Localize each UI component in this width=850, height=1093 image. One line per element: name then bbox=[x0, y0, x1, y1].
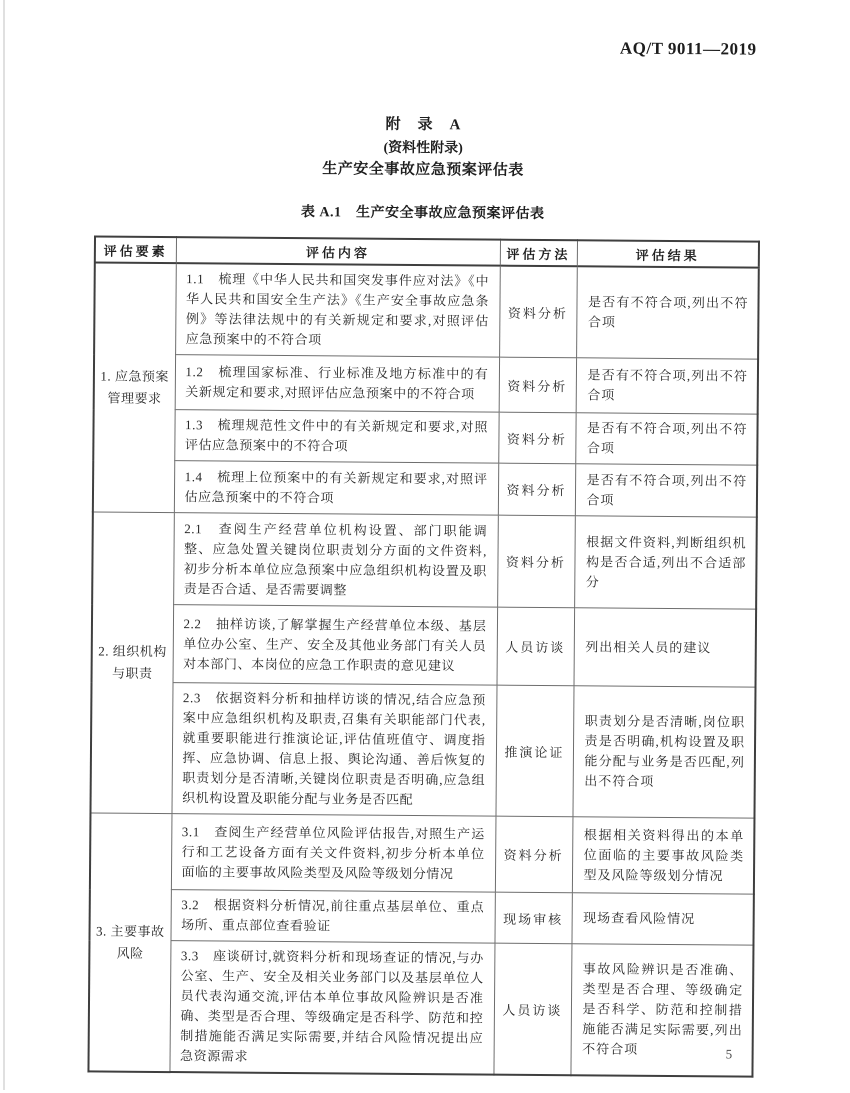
result-cell: 是否有不符合项,列出不符合项 bbox=[575, 464, 757, 517]
table-row bbox=[89, 889, 753, 945]
result-cell: 是否有不符合项,列出不符合项 bbox=[576, 358, 758, 414]
content-cell: 1.3 梳理规范性文件中的有关新规定和要求,对照评估应急预案中的不符合项 bbox=[174, 410, 498, 464]
content-cell: 3.2 根据资料分析情况,前往重点基层单位、重点场所、重点部位查看验证 bbox=[170, 890, 494, 944]
table-row bbox=[92, 512, 757, 609]
result-cell: 职责划分是否清晰,岗位职责是否明确,机构设置及职能分配与业务是否匹配,列出不符合项 bbox=[572, 686, 755, 818]
table-row bbox=[94, 354, 758, 414]
method-cell: 推演论证 bbox=[495, 685, 573, 817]
element-cell: 2. 组织机构与职责 bbox=[90, 512, 173, 814]
table-row bbox=[92, 604, 757, 687]
header-result: 评估结果 bbox=[577, 240, 759, 267]
method-cell: 资料分析 bbox=[499, 357, 576, 413]
result-cell: 是否有不符合项,列出不符合项 bbox=[576, 266, 759, 359]
method-cell: 资料分析 bbox=[497, 515, 575, 608]
table-row bbox=[88, 940, 753, 1077]
table-row bbox=[94, 262, 759, 359]
appendix-title: 附 录 A bbox=[385, 116, 462, 134]
page-number: 5 bbox=[725, 1046, 733, 1062]
table-row bbox=[93, 460, 757, 517]
result-cell: 现场查看风险情况 bbox=[571, 893, 753, 945]
content-cell: 2.2 抽样访谈,了解掌握生产经营单位本级、基层单位办公室、生产、安全及其他业务部门有关人员对本部门、本岗位的应急工作职责的意见建议 bbox=[173, 605, 498, 686]
result-cell: 事故风险辨识是否准确、类型是否合理、等级确定是否科学、防范和控制措施能否满足实际需要,列出不符合项 bbox=[570, 944, 753, 1077]
header-element: 评估要素 bbox=[95, 236, 176, 263]
table-caption: 表 A.1 生产安全事故应急预案评估表 bbox=[300, 205, 545, 222]
content-cell: 3.3 座谈研讨,就资料分析和现场查证的情况,与办公室、生产、安全及相关业务部门以及基层单位人员代表沟通交流,评估本单位事故风险辨识是否准确、类型是否合理、等级确定是否科学、防范和控制措施能否满足实际需要,并结合风险情况提出应急资源需求 bbox=[169, 941, 494, 1075]
result-cell: 列出相关人员的建议 bbox=[574, 608, 757, 687]
appendix-subtitle: (资料性附录) bbox=[383, 140, 463, 157]
appendix-name: 生产安全事故应急预案评估表 bbox=[322, 161, 524, 179]
method-cell: 人员访谈 bbox=[497, 607, 575, 686]
content-cell: 1.4 梳理上位预案中的有关新规定和要求,对照评估应急预案中的不符合项 bbox=[174, 461, 498, 516]
table-row bbox=[90, 682, 755, 818]
content-cell: 3.1 查阅生产经营单位风险评估报告,对照生产运行和工艺设备方面有关文件资料,初步分析本单位面临的主要事故风险类型及风险等级划分情况 bbox=[171, 814, 496, 893]
element-cell: 3. 主要事故风险 bbox=[88, 813, 171, 1072]
table-row bbox=[93, 409, 757, 465]
header-content: 评估内容 bbox=[176, 237, 500, 266]
table-body bbox=[88, 262, 758, 1076]
standard-code: AQ/T 9011—2019 bbox=[619, 38, 757, 59]
content-cell: 2.3 依据资料分析和抽样访谈的情况,结合应急预案中应急组织机构及职责,召集有关职能部门代表,就重要职能进行推演论证,评估值班值守、调度指挥、应急协调、信息上报、舆论沟通、善后恢复的职责划分是否清晰,关键岗位职责是否明确,应急组织机构设置及职能分配与业务是否匹配 bbox=[171, 683, 496, 817]
evaluation-table bbox=[87, 235, 760, 1077]
method-cell: 现场审核 bbox=[494, 892, 571, 944]
result-cell: 是否有不符合项,列出不符合项 bbox=[575, 413, 757, 465]
header-method: 评估方法 bbox=[500, 240, 577, 267]
element-cell: 1. 应急预案管理要求 bbox=[93, 262, 176, 512]
method-cell: 资料分析 bbox=[495, 816, 573, 893]
method-cell: 资料分析 bbox=[499, 266, 577, 358]
method-cell: 资料分析 bbox=[498, 412, 575, 464]
content-cell: 2.1 查阅生产经营单位机构设置、部门职能调整、应急处置关键岗位职责划分方面的文件资料,初步分析本单位应急预案中应急组织机构设置及职责是否合适、是否需要调整 bbox=[173, 513, 498, 608]
method-cell: 人员访谈 bbox=[493, 943, 571, 1075]
content-cell: 1.2 梳理国家标准、行业标准及地方标准中的有关新规定和要求,对照评估应急预案中的不符合项 bbox=[175, 355, 499, 413]
content-cell: 1.1 梳理《中华人民共和国突发事件应对法》《中华人民共和国安全生产法》《生产安全事故应急条例》等法律法规中的有关新规定和要求,对照评估应急预案中的不符合项 bbox=[175, 263, 500, 357]
table-row bbox=[90, 813, 755, 894]
result-cell: 根据相关资料得出的本单位面临的主要事故风险类型及风险等级划分情况 bbox=[572, 817, 755, 894]
result-cell: 根据文件资料,判断组织机构是否合适,列出不合适部分 bbox=[574, 516, 757, 609]
method-cell: 资料分析 bbox=[498, 463, 575, 516]
